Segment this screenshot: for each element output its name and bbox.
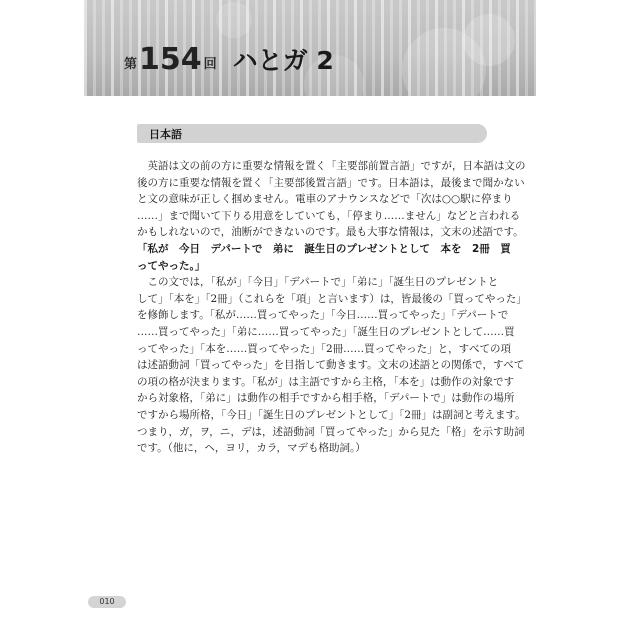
chapter-header-banner (84, 0, 536, 96)
episode-suffix: 回 (203, 57, 217, 72)
paragraph-line: と文の意味が正しく掴めません。電車のアナウンスなどで「次は○○駅に停まり (137, 193, 513, 206)
paragraph-line: ってやった」「本を……買ってやった」「2冊……買ってやった」と，すべての項 (137, 342, 511, 355)
paragraph-line: ……買ってやった」「弟に……買ってやった」「誕生日のプレゼントとして……買 (137, 325, 515, 338)
paragraph-line: 英語は文の前の方に重要な情報を置く「主要部前置言語」ですが，日本語は文の (137, 160, 526, 172)
paragraph-line: この文では，「私が」「今日」「デパートで」「弟に」「誕生日のプレゼントと (137, 276, 499, 289)
example-sentence-line: 「私が 今日 デパートで 弟に 誕生日のプレゼントとして 本を 2冊 買 (137, 242, 511, 255)
paragraph-line: の項の格が決まります。「私が」は主語ですから主格，「本を」は動作の対象です (137, 375, 515, 388)
paragraph-line: つまり，ガ，ヲ，ニ，デは，述語動詞「買ってやった」から見た「格」を示す助詞 (137, 425, 525, 438)
body-text (137, 158, 527, 457)
paragraph-line: です。（他に，ヘ，ヨリ，カラ，マデも格助詞。） (137, 442, 366, 455)
paragraph-line: を修飾します。「私が……買ってやった」「今日……買ってやった」「デパートで (137, 309, 509, 322)
page-number: 010 (88, 596, 126, 608)
paragraph-line: ですから場所格，「今日」「誕生日のプレゼントとして」「2冊」は副詞と考えます。 (137, 408, 526, 421)
episode-number: 154 (139, 42, 202, 77)
paragraph-line: して」「本を」「2冊」（これらを「項」と言います）は，皆最後の「買ってやった」 (137, 292, 527, 305)
paragraph-line: は述語動詞「買ってやった」を目指して動きます。文末の述語との関係で，すべて (137, 359, 525, 372)
page-title: ハとガ 2 (232, 46, 334, 75)
section-heading-bar (137, 124, 487, 143)
paragraph-line: 後の方に重要な情報を置く「主要部後置言語」です。日本語は，最後まで聞かない (137, 176, 525, 189)
paragraph-line: から対象格，「弟に」は動作の相手ですから相手格，「デパートで」は動作の場所 (137, 392, 515, 405)
section-heading: 日本語 (149, 128, 182, 141)
paragraph-line: ……」まで聞いて下りる用意をしていても，「停まり……ません」などと言われる (137, 209, 521, 222)
episode-prefix: 第 (124, 57, 138, 72)
chapter-title (124, 36, 334, 76)
example-sentence-line: ってやった。」 (137, 259, 206, 272)
paragraph-line: かもしれないので，油断ができないのです。最も大事な情報は，文末の述語です。 (137, 226, 524, 239)
